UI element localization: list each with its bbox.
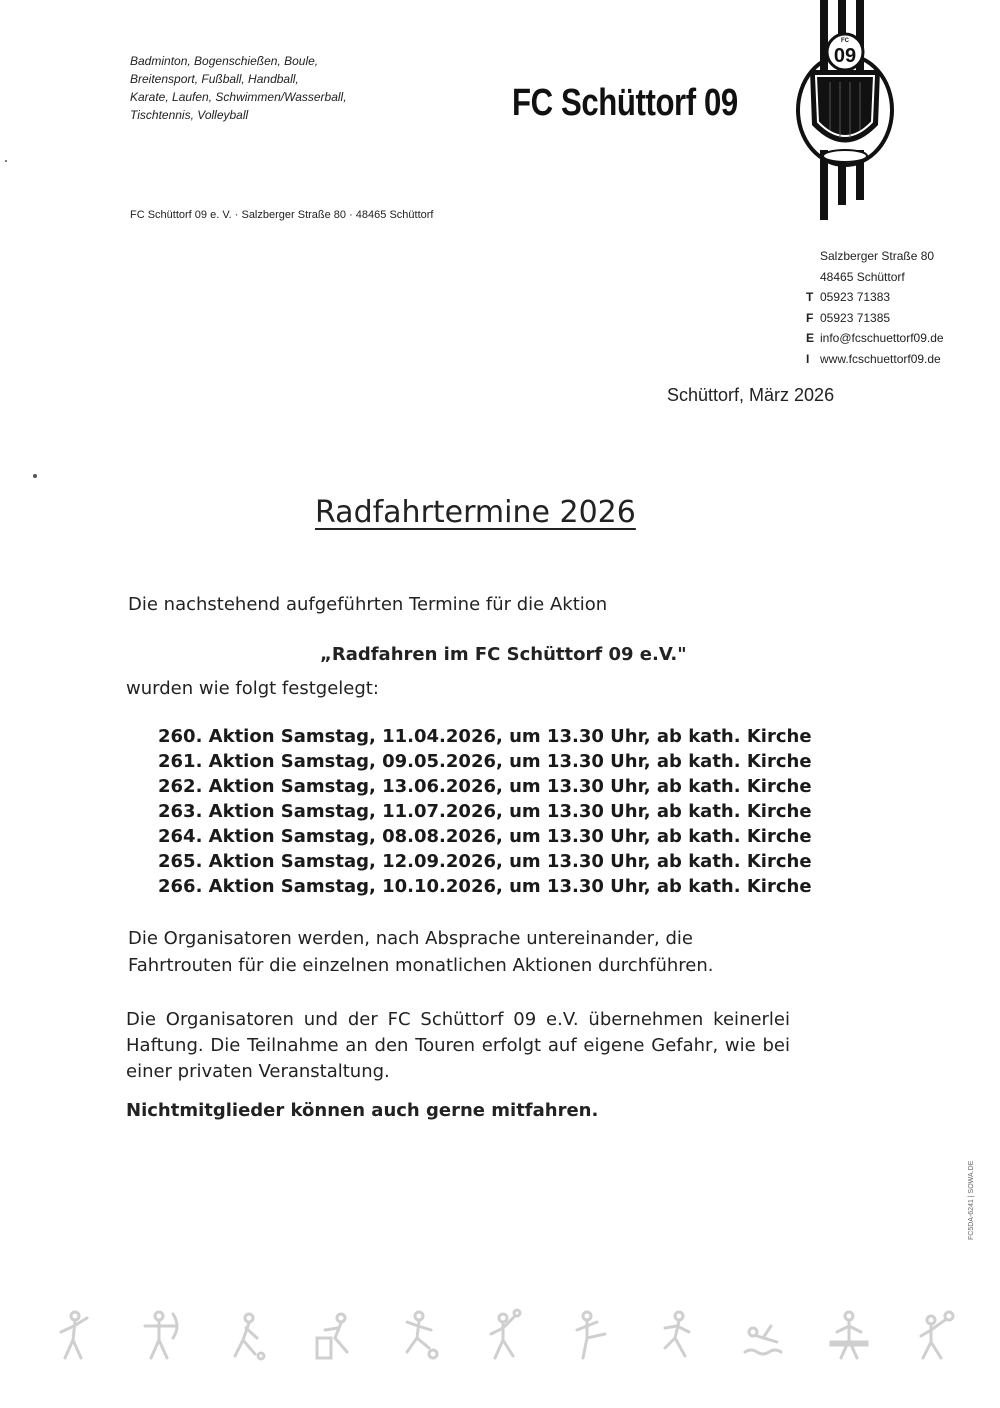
dates-list [158, 724, 812, 899]
date-item: 264. Aktion Samstag, 08.08.2026, um 13.30 Uhr, ab kath. Kirche [158, 826, 812, 847]
contact-block [806, 246, 986, 369]
intro-text-2: wurden wie folgt festgelegt: [126, 678, 379, 699]
boule-icon [227, 1308, 267, 1363]
date-line: Schüttorf, März 2026 [667, 385, 835, 405]
date-item: 261. Aktion Samstag, 09.05.2026, um 13.30 Uhr, ab kath. Kirche [158, 751, 812, 772]
side-code: FC5DA-6241 | SOWA.DE [968, 1160, 975, 1240]
table-tennis-icon [829, 1308, 869, 1363]
liability-paragraph: Die Organisatoren und der FC Schüttorf 09 e.V. übernehmen keinerlei Haftung. Die Teilnahme an den Touren erfolgt auf eigene Gefahr, wie bei einer privaten Veranstaltung. [126, 1009, 790, 1082]
sender-address-line: FC Schüttorf 09 e. V. · Salzberger Straße 80 · 48465 Schüttorf [130, 209, 434, 221]
running-icon [657, 1308, 697, 1363]
football-icon [399, 1308, 439, 1363]
general-sport-icon [313, 1308, 353, 1363]
club-logo [790, 0, 900, 220]
organizers-paragraph: Die Organisatoren werden, nach Absprache untereinander, die Fahrtrouten für die einzelnen monatlichen Aktionen durchführen. [128, 928, 714, 976]
date-item: 263. Aktion Samstag, 11.07.2026, um 13.30 Uhr, ab kath. Kirche [158, 801, 812, 822]
contact-email: info@fcschuettorf09.de [820, 331, 944, 345]
karate-icon [571, 1308, 611, 1363]
logo-fc-text: FC [841, 38, 849, 44]
page-title: Radfahrtermine 2026 [315, 495, 636, 530]
sports-line: Tischtennis, Volleyball [130, 108, 249, 122]
scan-speck [5, 160, 7, 162]
footer-sports-icons [55, 1308, 955, 1378]
sports-line: Karate, Laufen, Schwimmen/Wasserball, [130, 90, 347, 104]
contact-web: www.fcschuettorf09.de [820, 351, 941, 366]
date-item: 265. Aktion Samstag, 12.09.2026, um 13.30 Uhr, ab kath. Kirche [158, 851, 812, 872]
contact-street: Salzberger Straße 80 [820, 249, 935, 263]
archery-icon [141, 1308, 181, 1363]
badminton-icon [55, 1308, 95, 1363]
club-name: FC Schüttorf 09 [512, 82, 738, 124]
date-item: 262. Aktion Samstag, 13.06.2026, um 13.30 Uhr, ab kath. Kirche [158, 776, 812, 797]
date-item: 260. Aktion Samstag, 11.04.2026, um 13.30 Uhr, ab kath. Kirche [158, 726, 812, 747]
sports-line: Badminton, Bogenschießen, Boule, [130, 54, 319, 68]
fax-label: F [806, 310, 814, 325]
date-item: 266. Aktion Samstag, 10.10.2026, um 13.30 Uhr, ab kath. Kirche [158, 876, 812, 897]
intro-text: Die nachstehend aufgeführten Termine für die Aktion [128, 594, 608, 615]
contact-phone: 05923 71383 [820, 290, 891, 304]
action-name: „Radfahren im FC Schüttorf 09 e.V." [320, 644, 687, 665]
non-members-note: Nichtmitglieder können auch gerne mitfahren. [126, 1100, 599, 1121]
email-label: E [806, 331, 815, 345]
sports-list [130, 52, 410, 124]
contact-fax: 05923 71385 [820, 310, 891, 325]
phone-label: T [806, 290, 814, 304]
contact-city: 48465 Schüttorf [820, 269, 905, 284]
web-label: I [806, 351, 810, 366]
handball-icon [485, 1308, 525, 1363]
sports-line: Breitensport, Fußball, Handball, [130, 72, 299, 86]
logo-number-text: 09 [833, 45, 857, 67]
swimming-icon [743, 1308, 783, 1363]
volleyball-icon [915, 1308, 955, 1363]
scan-speck [33, 474, 37, 478]
